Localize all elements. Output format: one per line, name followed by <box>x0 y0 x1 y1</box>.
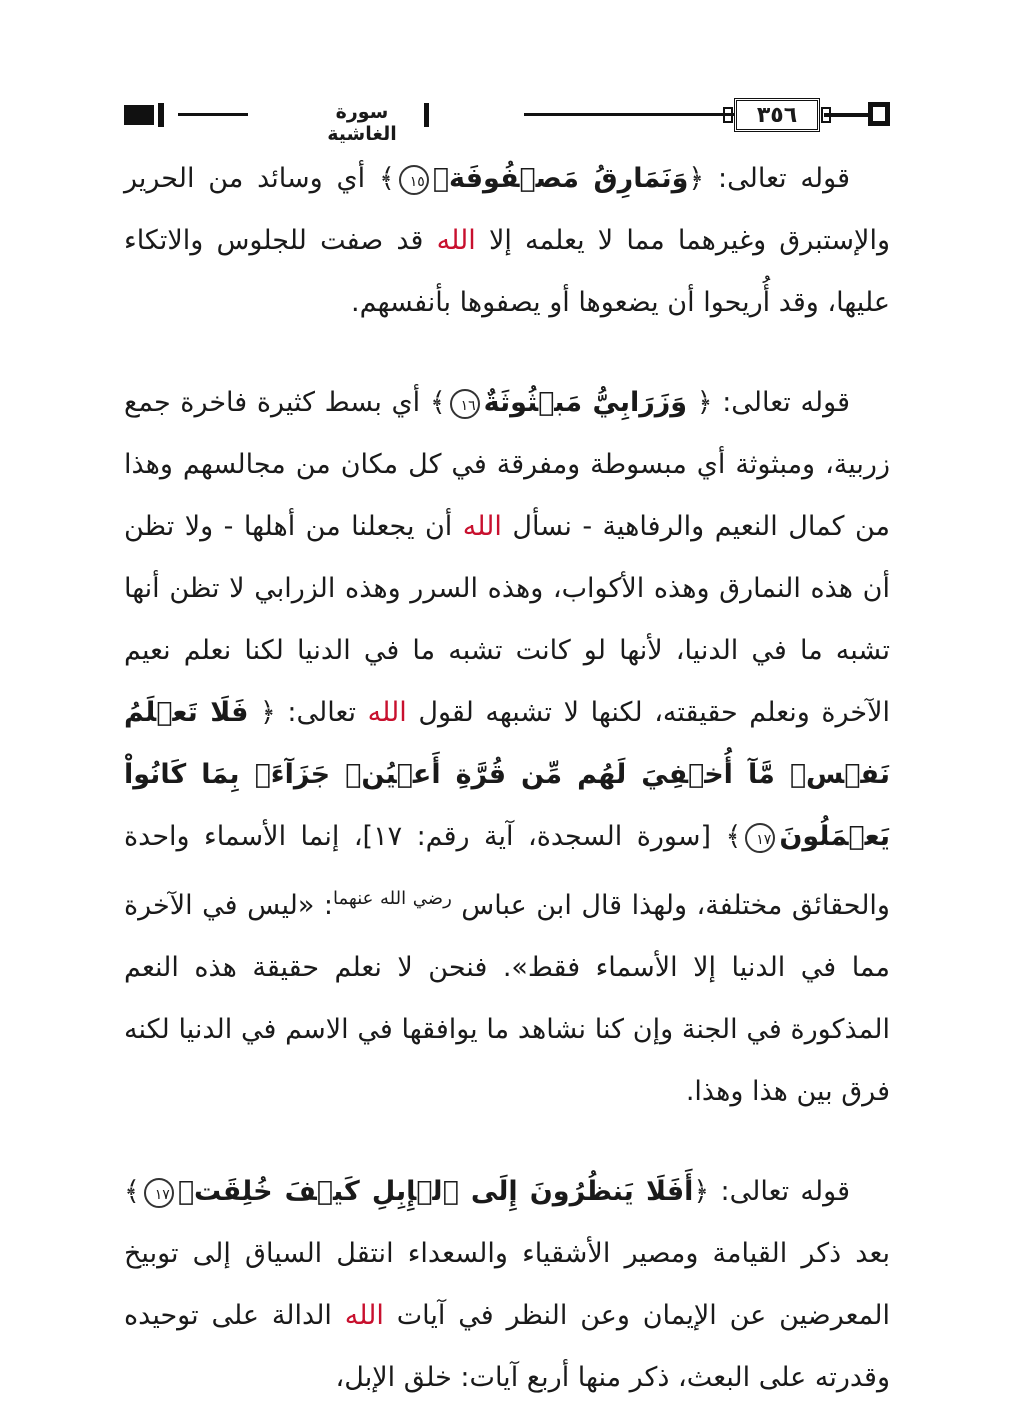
divine-name: الله <box>344 1300 384 1331</box>
quran-verse: وَزَرَابِيُّ مَبۡثُوثَةٌ <box>483 387 688 418</box>
header-separator-bar <box>424 103 429 127</box>
body-text: أي وسائد من الحرير والإستبرق وغيرهما مما لا يعلمه إلا <box>124 163 890 256</box>
divine-name: الله <box>436 225 476 256</box>
divine-name: الله <box>462 511 502 542</box>
page-content <box>124 148 890 1409</box>
quran-verse: فَلَا تَعۡلَمُ نَفۡسٞ مَّآ أُخۡفِيَ لَهُم مِّن قُرَّةِ أَعۡيُنٖ جَزَآءَۢ بِمَا كَانُواْ يَعۡمَلُونَ <box>124 697 891 852</box>
header-end-block <box>124 105 154 125</box>
page-header <box>124 96 890 145</box>
quran-verse: أَفَلَا يَنظُرُونَ إِلَى ٱلۡإِبِلِ كَيۡفَ خُلِقَتۡ <box>177 1176 694 1207</box>
ayah-number-mark: ١٥ <box>399 165 429 195</box>
page-number-frame <box>734 98 820 132</box>
divine-name: الله <box>367 697 407 728</box>
paragraph-1 <box>124 148 890 334</box>
lead-text: قوله تعالى: <box>709 1176 850 1207</box>
verse-open-bracket: ﴿ <box>688 163 705 194</box>
verse-close-bracket: ﴾ <box>725 821 742 852</box>
body-text: بعد ذكر القيامة ومصير الأشقياء والسعداء انتقل السياق إلى توبيخ المعرضين عن الإيمان وعن النظر في آيات <box>124 1238 890 1331</box>
verse-open-bracket: ﴿ <box>687 387 713 418</box>
header-rule-left <box>178 113 248 116</box>
body-text: قد صفت للجلوس والاتكاء عليها، وقد أُريحوا أن يضعوها أو يصفوها بأنفسهم. <box>124 225 890 318</box>
verse-close-bracket: ﴾ <box>124 1176 140 1207</box>
honorific-glyph: رضي الله عنهما <box>333 888 452 909</box>
lead-text: قوله تعالى: <box>704 163 850 194</box>
lead-text: قوله تعالى: <box>712 387 850 418</box>
verse-open-bracket: ﴿ <box>693 1176 710 1207</box>
paragraph-2 <box>124 372 890 1123</box>
ayah-number-mark: ١٧ <box>745 823 775 853</box>
body-text: [سورة السجدة، آية رقم: ١٧]، إنما الأسماء واحدة والحقائق مختلفة، ولهذا قال ابن عباس <box>124 821 890 921</box>
header-end-bar <box>158 103 164 127</box>
surah-name: سورة الغاشية <box>327 101 397 145</box>
verse-close-bracket: ﴾ <box>378 163 395 194</box>
ayah-number-mark: ١٧ <box>144 1178 174 1208</box>
body-text: أي بسط كثيرة فاخرة جمع زربية، ومبثوثة أي مبسوطة ومفرقة في كل مكان من مجالسهم وهذا من كمال النعيم والرفاهية - نسأل <box>124 387 891 542</box>
page-number: ٣٥٦ <box>756 103 798 128</box>
header-corner-line <box>824 113 870 117</box>
body-text: الدالة على توحيده وقدرته على البعث، ذكر منها أربع آيات: خلق الإبل، <box>124 1300 890 1393</box>
verse-close-bracket: ﴾ <box>429 387 446 418</box>
quran-verse: وَنَمَارِقُ مَصۡفُوفَةٞ <box>432 163 689 194</box>
verse-open-bracket: ﴿ <box>248 697 276 728</box>
body-text: أن يجعلنا من أهلها - ولا تظن أن هذه النمارق وهذه الأكواب، وهذه السرر وهذه الزرابي لا تظن أنها تشبه ما في الدنيا، لأنها لو كانت تشبه ما في الدنيا لكنا نعلم نعيم الآخرة ونعلم حقيقته، لكنها لا تشبهه لقول <box>124 511 891 728</box>
body-text: تعالى: <box>275 697 368 728</box>
body-text: : «ليس في الآخرة مما في الدنيا إلا الأسماء فقط». فنحن لا نعلم حقيقة هذه النعم المذكورة في الجنة وإن كنا نشاهد ما يوافقها في الاسم في الدنيا لكنه فرق بين هذا وهذا. <box>124 890 890 1107</box>
paragraph-3 <box>124 1161 890 1409</box>
ayah-number-mark: ١٦ <box>450 389 480 419</box>
header-corner-box <box>868 102 890 126</box>
